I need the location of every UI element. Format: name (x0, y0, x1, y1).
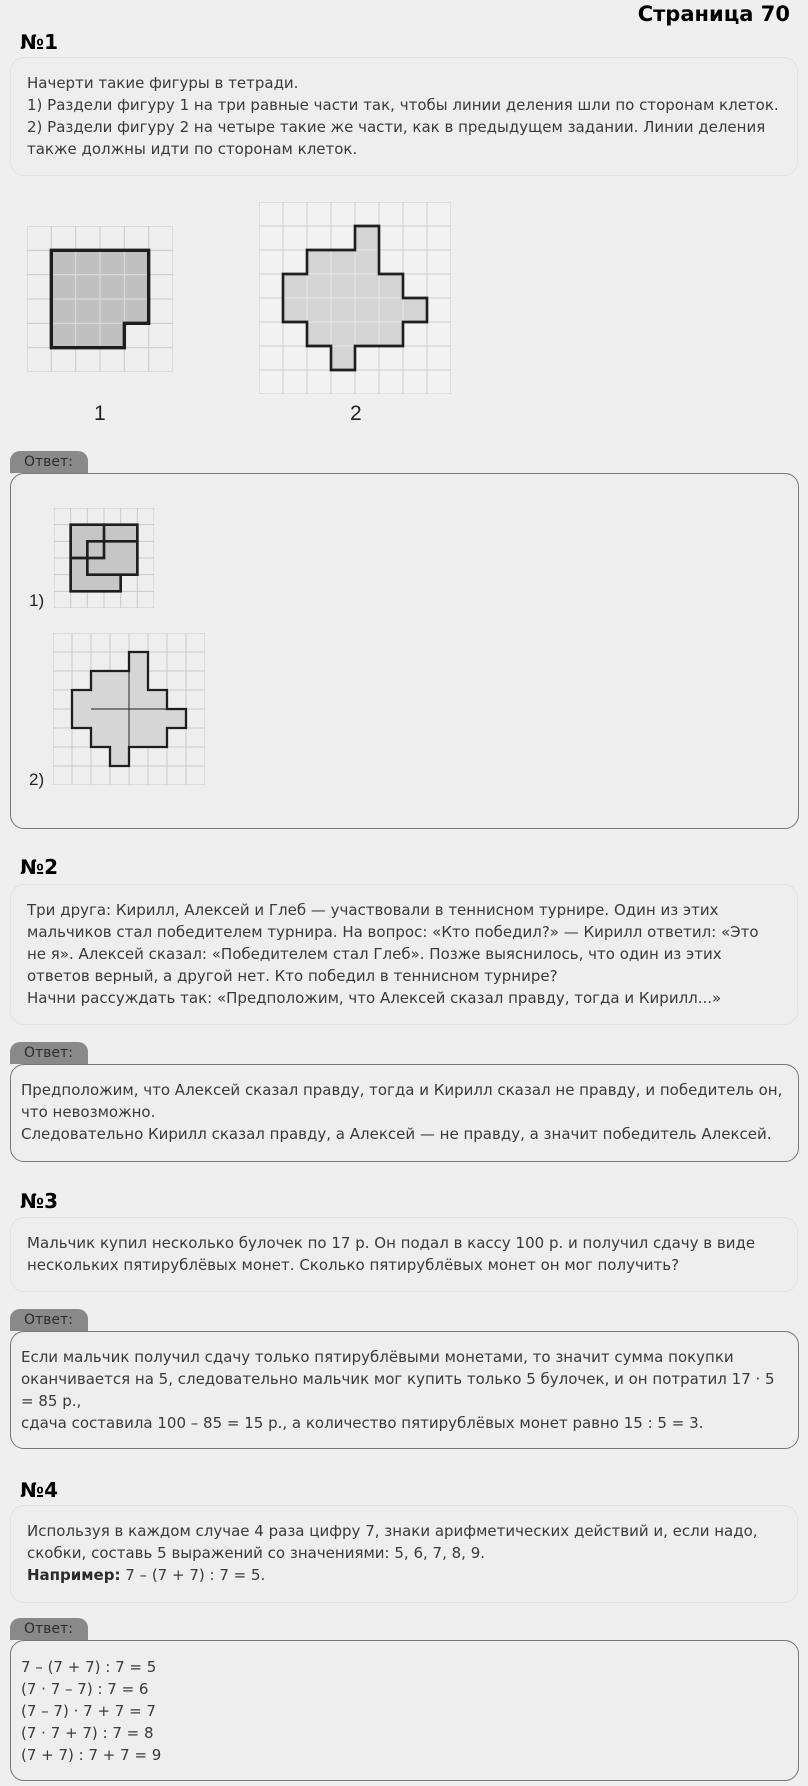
task-number-3: №3 (20, 1189, 58, 1213)
question-line: Начни рассуждать так: «Предположим, что Алексей сказал правду, тогда и Кирилл...» (27, 989, 722, 1007)
answer-line: Если мальчик получил сдачу только пятирублёвыми монетами, то значит сумма покупки оканчивается на 5, следовательно мальчик мог купить только 5 булочек, и он потратил 17 · 5 = 85 р., (21, 1348, 775, 1410)
answer-line: (7 · 7 – 7) : 7 = 6 (21, 1680, 149, 1698)
answer-line: Предположим, что Алексей сказал правду, тогда и Кирилл сказал не правду, и победитель он, что невозможно. (21, 1081, 783, 1121)
example-line (27, 1564, 781, 1586)
answer-line: (7 · 7 + 7) : 7 = 8 (21, 1724, 154, 1742)
task-2-answer (10, 1064, 799, 1162)
example-value: 7 – (7 + 7) : 7 = 5. (125, 1566, 266, 1584)
figure-1 (27, 226, 173, 372)
answer-tab-2: Ответ: (10, 1042, 88, 1064)
answer-line: (7 + 7) : 7 + 7 = 9 (21, 1746, 162, 1764)
answer-figure-2 (53, 633, 205, 785)
figure-2 (259, 202, 451, 394)
question-text: Мальчик купил несколько булочек по 17 р. Он подал в кассу 100 р. и получил сдачу в виде нескольких пятирублёвых монет. Сколько пятирублёвых монет он мог получить? (27, 1234, 756, 1274)
question-line: Начерти такие фигуры в тетради. (27, 74, 299, 92)
answer-line: (7 – 7) · 7 + 7 = 7 (21, 1702, 156, 1720)
task-1-question (10, 57, 798, 176)
figure-2-label: 2 (350, 402, 362, 425)
task-number-1: №1 (20, 30, 58, 54)
answer-line: сдача составила 100 – 85 = 15 р., а количество пятирублёвых монет равно 15 : 5 = 3. (21, 1414, 704, 1432)
task-4-question (10, 1505, 798, 1603)
figure-1-label: 1 (94, 402, 106, 425)
question-text: Используя в каждом случае 4 раза цифру 7, знаки арифметических действий и, если надо, скобки, составь 5 выражений со значениями: 5, 6, 7, 8, 9. (27, 1522, 758, 1562)
answer-line: Следовательно Кирилл сказал правду, а Алексей — не правду, а значит победитель Алексей. (21, 1125, 772, 1143)
task-number-4: №4 (20, 1478, 58, 1502)
question-line: 2) Раздели фигуру 2 на четыре такие же части, как в предыдущем задании. Линии деления также должны идти по сторонам клеток. (27, 118, 766, 158)
task-3-question (10, 1217, 798, 1292)
task-2-question (10, 884, 798, 1025)
question-line: 1) Раздели фигуру 1 на три равные части так, чтобы линии деления шли по сторонам клеток. (27, 96, 779, 114)
question-line: Три друга: Кирилл, Алексей и Глеб — участвовали в теннисном турнире. Один из этих мальчиков стал победителем турнира. На вопрос: «Кто победил?» — Кирилл ответил: «Это не я». Алексей сказал: «Победителем стал Глеб». Позже выяснилось, что один из этих ответов верный, а другой нет. Кто победил в теннисном турнире? (27, 901, 759, 985)
page-title: Страница 70 (637, 2, 790, 26)
answer-label-2: 2) (29, 770, 45, 789)
answer-tab-1: Ответ: (10, 451, 88, 473)
answer-tab-3: Ответ: (10, 1309, 88, 1331)
task-4-answer (10, 1640, 799, 1781)
answer-figure-1 (54, 508, 154, 608)
answer-tab-4: Ответ: (10, 1618, 88, 1640)
example-label: Например: (27, 1566, 121, 1584)
task-3-answer (10, 1331, 799, 1449)
answer-label-1: 1) (29, 591, 45, 610)
task-number-2: №2 (20, 855, 58, 879)
answer-line: 7 – (7 + 7) : 7 = 5 (21, 1658, 157, 1676)
